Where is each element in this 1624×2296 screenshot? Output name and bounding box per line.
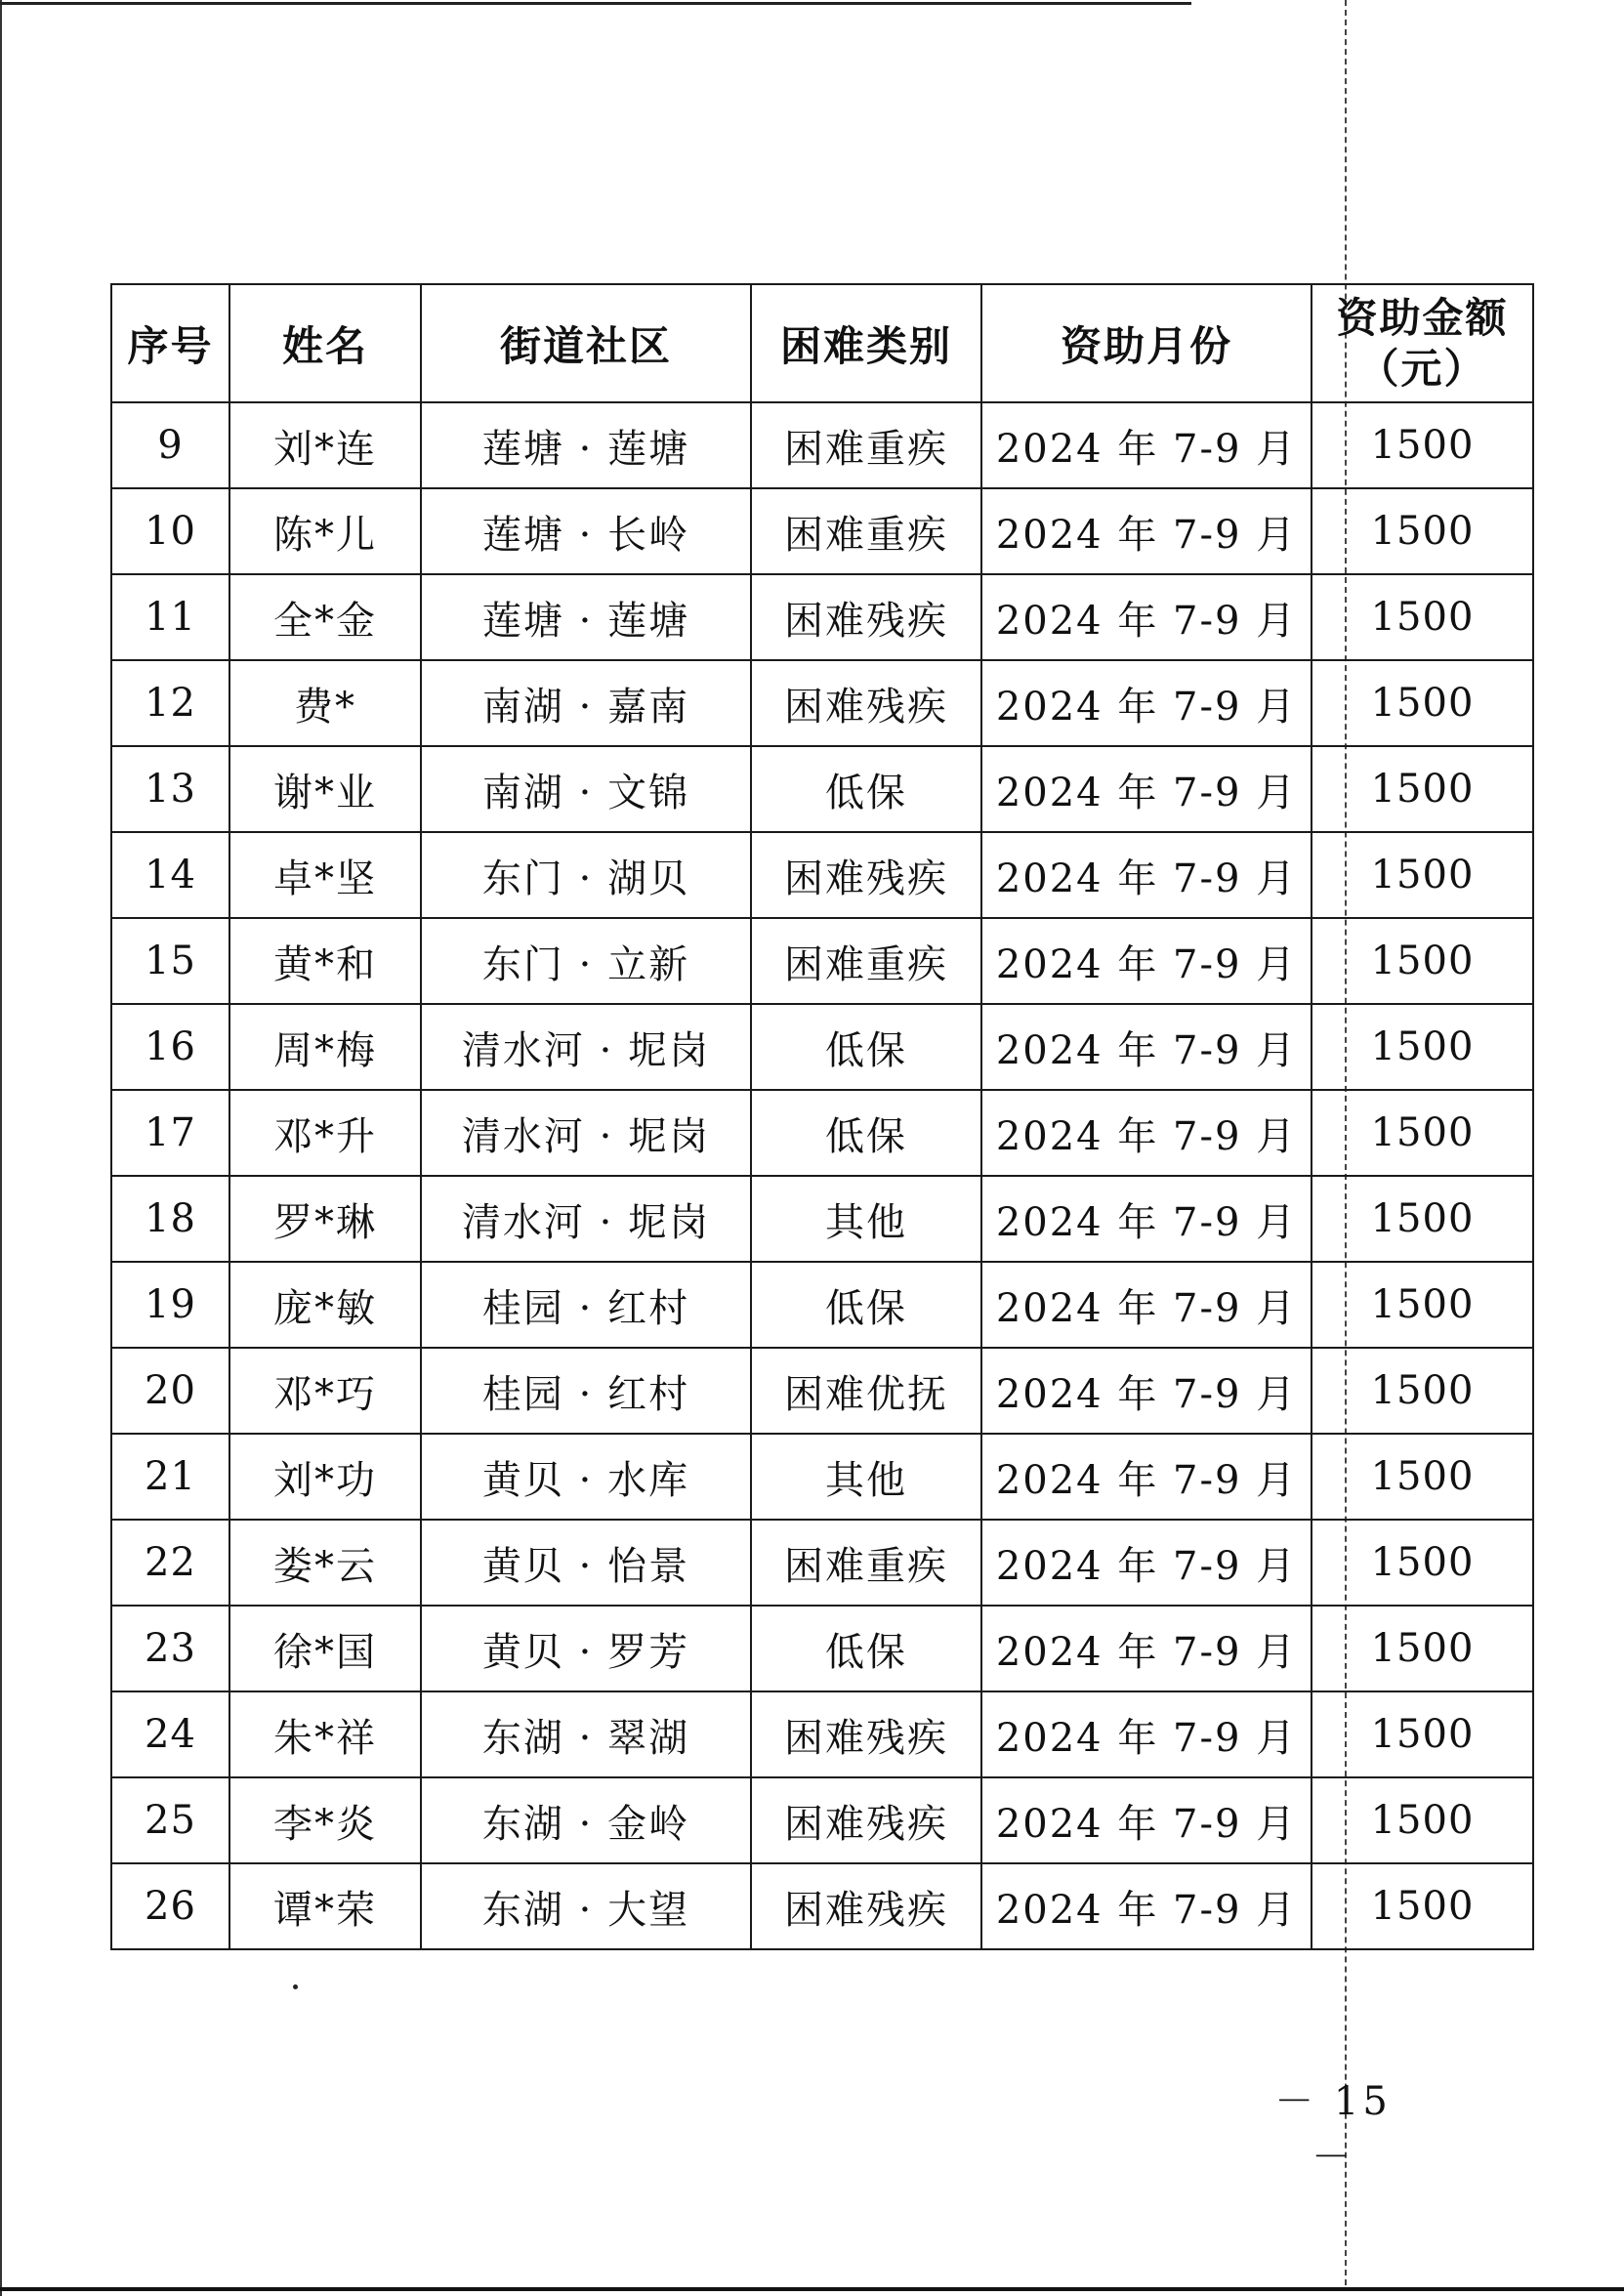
aid-recipient-table — [110, 283, 1534, 1950]
cell-months: 2024 年 7-9 月 — [981, 1520, 1312, 1606]
cell-index: 9 — [111, 402, 229, 488]
cell-index: 19 — [111, 1262, 229, 1348]
cell-category: 困难残疾 — [751, 832, 981, 918]
cell-months: 2024 年 7-9 月 — [981, 402, 1312, 488]
table-row — [111, 1004, 1533, 1090]
cell-index: 11 — [111, 574, 229, 660]
page-number: － 15 － — [1274, 2079, 1392, 2180]
table-row — [111, 1176, 1533, 1262]
table-row — [111, 1090, 1533, 1176]
scan-top-line — [0, 2, 1191, 5]
scan-left-edge — [0, 0, 2, 2296]
cell-index: 14 — [111, 832, 229, 918]
cell-name: 李*炎 — [229, 1777, 421, 1863]
cell-name: 徐*国 — [229, 1606, 421, 1691]
table-header-row — [111, 284, 1533, 402]
cell-name: 卓*坚 — [229, 832, 421, 918]
cell-amount: 1500 — [1312, 1863, 1533, 1949]
cell-category: 低保 — [751, 1004, 981, 1090]
table-row — [111, 402, 1533, 488]
cell-name: 黄*和 — [229, 918, 421, 1004]
cell-amount: 1500 — [1312, 1691, 1533, 1777]
table-row — [111, 574, 1533, 660]
cell-amount: 1500 — [1312, 746, 1533, 832]
cell-name: 罗*琳 — [229, 1176, 421, 1262]
cell-category: 低保 — [751, 1262, 981, 1348]
cell-index: 12 — [111, 660, 229, 746]
cell-months: 2024 年 7-9 月 — [981, 488, 1312, 574]
cell-amount: 1500 — [1312, 574, 1533, 660]
table-row — [111, 1348, 1533, 1434]
cell-name: 庞*敏 — [229, 1262, 421, 1348]
cell-community: 黄贝 · 罗芳 — [421, 1606, 751, 1691]
cell-amount: 1500 — [1312, 1777, 1533, 1863]
cell-name: 谢*业 — [229, 746, 421, 832]
cell-months: 2024 年 7-9 月 — [981, 1606, 1312, 1691]
cell-amount: 1500 — [1312, 1606, 1533, 1691]
cell-amount: 1500 — [1312, 1176, 1533, 1262]
cell-category: 困难重疾 — [751, 488, 981, 574]
header-amount — [1312, 284, 1533, 402]
cell-index: 24 — [111, 1691, 229, 1777]
cell-amount: 1500 — [1312, 660, 1533, 746]
cell-community: 清水河 · 坭岗 — [421, 1176, 751, 1262]
cell-category: 困难优抚 — [751, 1348, 981, 1434]
cell-community: 清水河 · 坭岗 — [421, 1090, 751, 1176]
cell-index: 18 — [111, 1176, 229, 1262]
cell-community: 黄贝 · 怡景 — [421, 1520, 751, 1606]
cell-amount: 1500 — [1312, 918, 1533, 1004]
header-community: 街道社区 — [421, 284, 751, 402]
cell-months: 2024 年 7-9 月 — [981, 1863, 1312, 1949]
cell-index: 22 — [111, 1520, 229, 1606]
scan-bottom-line — [0, 2287, 1624, 2291]
cell-name: 娄*云 — [229, 1520, 421, 1606]
cell-community: 莲塘 · 莲塘 — [421, 574, 751, 660]
cell-community: 莲塘 · 长岭 — [421, 488, 751, 574]
cell-category: 其他 — [751, 1434, 981, 1520]
cell-community: 东湖 · 金岭 — [421, 1777, 751, 1863]
cell-index: 21 — [111, 1434, 229, 1520]
cell-months: 2024 年 7-9 月 — [981, 1262, 1312, 1348]
table-row — [111, 660, 1533, 746]
cell-community: 莲塘 · 莲塘 — [421, 402, 751, 488]
table-row — [111, 1434, 1533, 1520]
cell-community: 东湖 · 大望 — [421, 1863, 751, 1949]
cell-amount: 1500 — [1312, 1348, 1533, 1434]
table-row — [111, 1863, 1533, 1949]
cell-community: 南湖 · 嘉南 — [421, 660, 751, 746]
cell-category: 困难重疾 — [751, 918, 981, 1004]
table-row — [111, 918, 1533, 1004]
cell-category: 困难残疾 — [751, 574, 981, 660]
cell-community: 桂园 · 红村 — [421, 1348, 751, 1434]
cell-amount: 1500 — [1312, 1004, 1533, 1090]
table-row — [111, 746, 1533, 832]
cell-category: 困难残疾 — [751, 1691, 981, 1777]
header-name: 姓名 — [229, 284, 421, 402]
cell-months: 2024 年 7-9 月 — [981, 918, 1312, 1004]
cell-community: 东湖 · 翠湖 — [421, 1691, 751, 1777]
scan-speck — [293, 1984, 298, 1989]
cell-index: 17 — [111, 1090, 229, 1176]
cell-amount: 1500 — [1312, 832, 1533, 918]
table-row — [111, 832, 1533, 918]
cell-category: 低保 — [751, 1090, 981, 1176]
cell-amount: 1500 — [1312, 1434, 1533, 1520]
cell-months: 2024 年 7-9 月 — [981, 1090, 1312, 1176]
cell-category: 低保 — [751, 1606, 981, 1691]
header-amount-line1: 资助金额 — [1336, 293, 1509, 342]
cell-name: 刘*连 — [229, 402, 421, 488]
cell-community: 清水河 · 坭岗 — [421, 1004, 751, 1090]
cell-amount: 1500 — [1312, 1520, 1533, 1606]
cell-amount: 1500 — [1312, 402, 1533, 488]
cell-months: 2024 年 7-9 月 — [981, 574, 1312, 660]
cell-index: 16 — [111, 1004, 229, 1090]
cell-index: 23 — [111, 1606, 229, 1691]
cell-amount: 1500 — [1312, 1090, 1533, 1176]
cell-category: 困难残疾 — [751, 1863, 981, 1949]
cell-months: 2024 年 7-9 月 — [981, 1004, 1312, 1090]
cell-months: 2024 年 7-9 月 — [981, 1176, 1312, 1262]
header-category: 困难类别 — [751, 284, 981, 402]
cell-name: 邓*升 — [229, 1090, 421, 1176]
cell-months: 2024 年 7-9 月 — [981, 832, 1312, 918]
cell-months: 2024 年 7-9 月 — [981, 1434, 1312, 1520]
cell-index: 13 — [111, 746, 229, 832]
cell-months: 2024 年 7-9 月 — [981, 1691, 1312, 1777]
cell-name: 邓*巧 — [229, 1348, 421, 1434]
table-row — [111, 1777, 1533, 1863]
cell-category: 困难残疾 — [751, 660, 981, 746]
cell-months: 2024 年 7-9 月 — [981, 1348, 1312, 1434]
cell-community: 桂园 · 红村 — [421, 1262, 751, 1348]
cell-amount: 1500 — [1312, 488, 1533, 574]
cell-index: 26 — [111, 1863, 229, 1949]
table-row — [111, 1691, 1533, 1777]
cell-months: 2024 年 7-9 月 — [981, 660, 1312, 746]
cell-category: 困难残疾 — [751, 1777, 981, 1863]
cell-index: 10 — [111, 488, 229, 574]
cell-community: 东门 · 湖贝 — [421, 832, 751, 918]
cell-community: 东门 · 立新 — [421, 918, 751, 1004]
cell-index: 25 — [111, 1777, 229, 1863]
cell-months: 2024 年 7-9 月 — [981, 746, 1312, 832]
cell-months: 2024 年 7-9 月 — [981, 1777, 1312, 1863]
header-index: 序号 — [111, 284, 229, 402]
cell-index: 15 — [111, 918, 229, 1004]
cell-name: 陈*儿 — [229, 488, 421, 574]
cell-amount: 1500 — [1312, 1262, 1533, 1348]
header-months: 资助月份 — [981, 284, 1312, 402]
cell-name: 谭*荣 — [229, 1863, 421, 1949]
cell-name: 周*梅 — [229, 1004, 421, 1090]
table-row — [111, 1606, 1533, 1691]
table-body — [111, 402, 1533, 1949]
cell-name: 刘*功 — [229, 1434, 421, 1520]
cell-name: 费* — [229, 660, 421, 746]
cell-name: 全*金 — [229, 574, 421, 660]
header-amount-line2: （元） — [1357, 344, 1487, 393]
cell-category: 其他 — [751, 1176, 981, 1262]
table-row — [111, 1520, 1533, 1606]
cell-name: 朱*祥 — [229, 1691, 421, 1777]
cell-index: 20 — [111, 1348, 229, 1434]
cell-community: 南湖 · 文锦 — [421, 746, 751, 832]
table-row — [111, 1262, 1533, 1348]
table-row — [111, 488, 1533, 574]
cell-category: 困难重疾 — [751, 1520, 981, 1606]
cell-community: 黄贝 · 水库 — [421, 1434, 751, 1520]
cell-category: 低保 — [751, 746, 981, 832]
cell-category: 困难重疾 — [751, 402, 981, 488]
